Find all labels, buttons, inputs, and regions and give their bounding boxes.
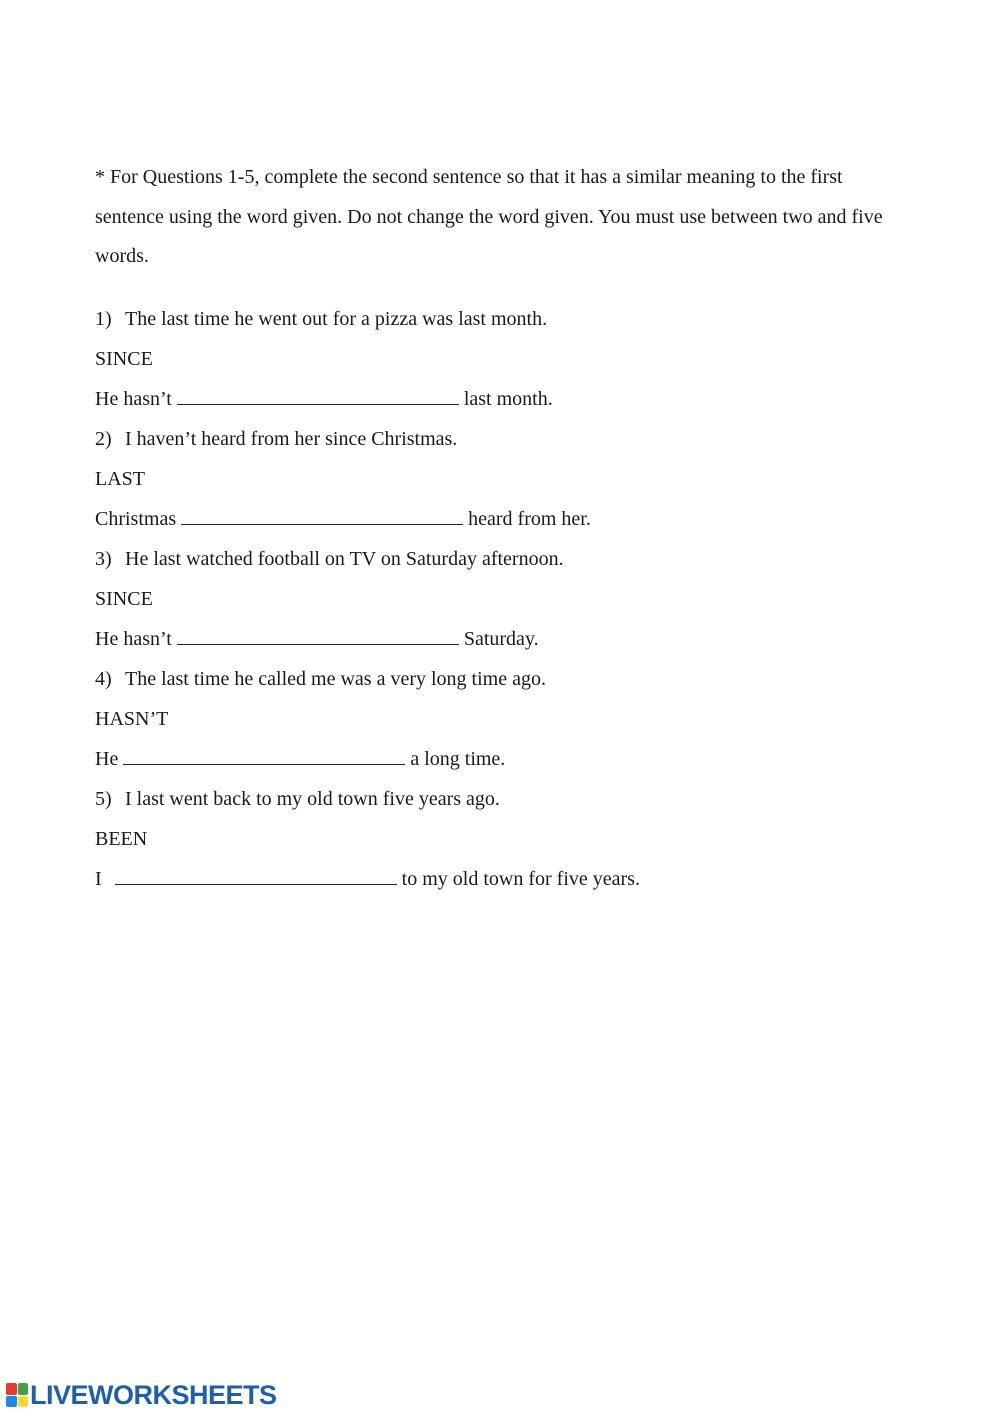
answer-blank-4[interactable] — [123, 746, 405, 765]
answer-prefix: He hasn’t — [95, 627, 172, 650]
liveworksheets-logo-text: LIVEWORKSHEETS — [30, 1379, 277, 1410]
answer-blank-1[interactable] — [177, 386, 459, 405]
instructions-text: * For Questions 1-5, complete the second sentence so that it has a similar meaning to the first sentence using the word given. Do not change the word given. You must use between two and five words. — [95, 166, 883, 267]
question-sentence: I haven’t heard from her since Christmas. — [125, 427, 458, 450]
answer-prefix: He hasn’t — [95, 387, 172, 410]
answer-prefix: He — [95, 747, 119, 770]
footer-logo — [6, 1380, 277, 1410]
question-3-sentence — [95, 539, 895, 579]
answer-blank-3[interactable] — [177, 626, 459, 645]
question-1-sentence — [95, 299, 895, 339]
question-4-sentence — [95, 659, 895, 699]
question-number: 3) — [95, 547, 112, 570]
answer-suffix: heard from her. — [468, 507, 591, 530]
answer-suffix: a long time. — [410, 747, 506, 770]
question-sentence: I last went back to my old town five years ago. — [125, 787, 500, 810]
answer-suffix: Saturday. — [463, 627, 539, 650]
question-number: 1) — [95, 307, 112, 330]
answer-suffix: to my old town for five years. — [401, 867, 640, 890]
question-sentence: The last time he called me was a very long time ago. — [125, 667, 546, 690]
question-3-answer-line — [95, 619, 895, 659]
question-2-keyword: LAST — [95, 467, 145, 490]
answer-prefix: I — [95, 867, 102, 890]
question-2-answer-line — [95, 499, 895, 539]
question-sentence: He last watched football on TV on Saturday afternoon. — [125, 547, 564, 570]
question-2-sentence — [95, 419, 895, 459]
liveworksheets-logo-icon — [6, 1383, 28, 1407]
question-number: 5) — [95, 787, 112, 810]
question-4-keyword: HASN’T — [95, 707, 169, 730]
answer-blank-5[interactable] — [115, 866, 397, 885]
question-3-keyword: SINCE — [95, 587, 153, 610]
answer-prefix: Christmas — [95, 507, 177, 530]
worksheet — [95, 158, 895, 899]
question-1-keyword: SINCE — [95, 347, 153, 370]
question-number: 2) — [95, 427, 112, 450]
question-4-answer-line — [95, 739, 895, 779]
question-number: 4) — [95, 667, 112, 690]
question-sentence: The last time he went out for a pizza was last month. — [125, 307, 548, 330]
question-1-answer-line — [95, 379, 895, 419]
question-5-keyword: BEEN — [95, 827, 148, 850]
answer-blank-2[interactable] — [181, 506, 463, 525]
question-5-sentence — [95, 779, 895, 819]
answer-suffix: last month. — [463, 387, 553, 410]
question-5-answer-line — [95, 859, 895, 899]
